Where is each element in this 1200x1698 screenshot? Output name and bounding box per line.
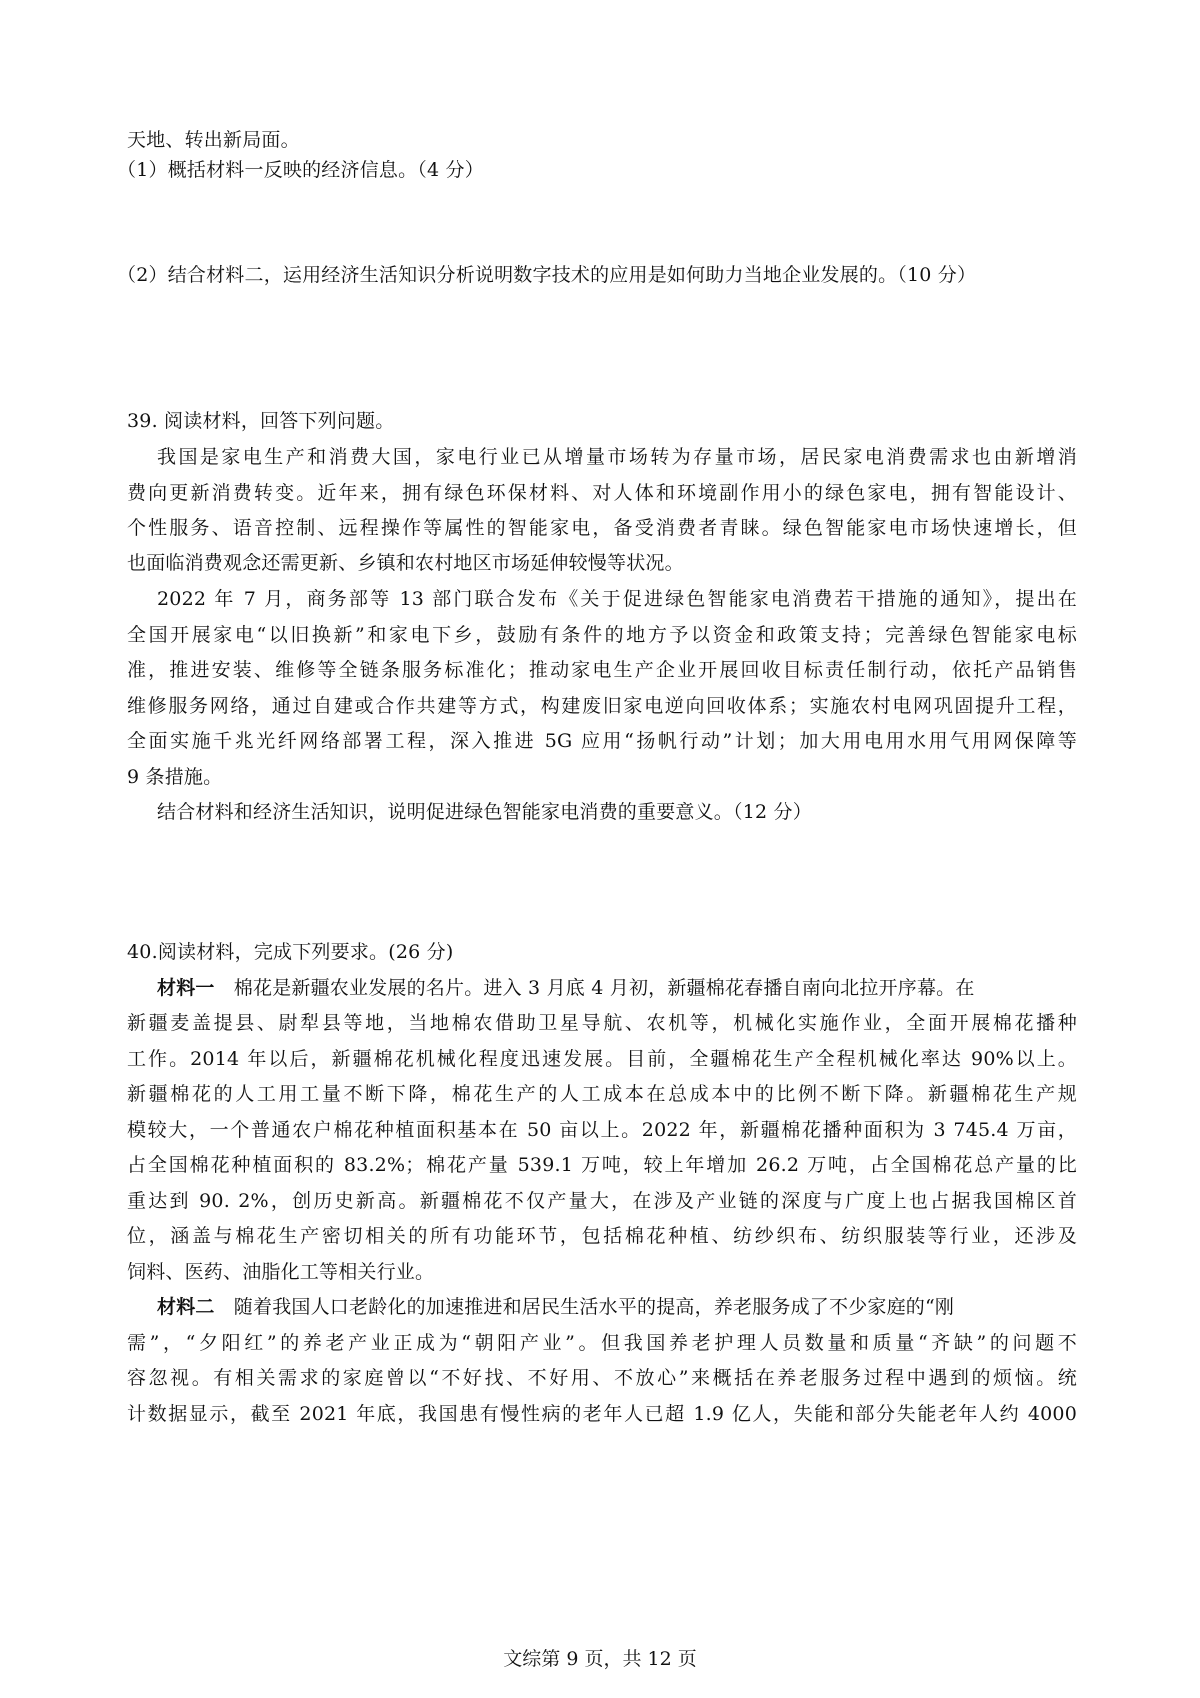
question-38-part-2: （2）结合材料二，运用经济生活知识分析说明数字技术的应用是如何助力当地企业发展的。（10 分）: [117, 264, 977, 286]
q40-material-1-line: 位，涵盖与棉花生产密切相关的所有功能环节，包括棉花种植、纺纱织布、纺织服装等行业，还涉及: [127, 1225, 1077, 1247]
continued-text-line: 天地、转出新局面。: [127, 129, 300, 151]
q39-paragraph-2-line: 维修服务网络，通过自建或合作共建等方式，构建废旧家电逆向回收体系；实施农村电网巩固提升工程，: [127, 695, 1077, 717]
q39-paragraph-2-line: 全面实施千兆光纤网络部署工程，深入推进 5G 应用“扬帆行动”计划；加大用电用水用气用网保障等: [127, 730, 1077, 752]
q40-material-2-first-line: 材料二 随着我国人口老龄化的加速推进和居民生活水平的提高，养老服务成了不少家庭的“刚: [157, 1296, 955, 1318]
q40-material-1-line: 新疆麦盖提县、尉犁县等地，当地棉农借助卫星导航、农机等，机械化实施作业，全面开展棉花播种: [127, 1012, 1077, 1034]
material-1-label: 材料一: [157, 977, 215, 999]
q39-paragraph-2-line: 9 条措施。: [127, 766, 223, 788]
question-39-prompt: 结合材料和经济生活知识，说明促进绿色智能家电消费的重要意义。（12 分）: [157, 801, 812, 823]
q40-material-1-line: 新疆棉花的人工用工量不断下降，棉花生产的人工成本在总成本中的比例不断下降。新疆棉花生产规: [127, 1083, 1077, 1105]
q39-paragraph-1-line: 也面临消费观念还需更新、乡镇和农村地区市场延伸较慢等状况。: [127, 552, 684, 574]
question-40-heading: 40.阅读材料，完成下列要求。(26 分): [127, 941, 454, 963]
q40-material-1-line: 占全国棉花种植面积的 83.2%；棉花产量 539.1 万吨，较上年增加 26.2 万吨，占全国棉花总产量的比: [127, 1154, 1077, 1176]
q39-paragraph-1-line: 费向更新消费转变。近年来，拥有绿色环保材料、对人体和环境副作用小的绿色家电，拥有智能设计、: [127, 482, 1077, 504]
q40-material-1-first-line: 材料一 棉花是新疆农业发展的名片。进入 3 月底 4 月初，新疆棉花春播自南向北拉开序幕。在: [157, 977, 975, 999]
q39-paragraph-2-line: 全国开展家电“以旧换新”和家电下乡，鼓励有条件的地方予以资金和政策支持；完善绿色智能家电标: [127, 624, 1077, 646]
q39-paragraph-2-line: 2022 年 7 月，商务部等 13 部门联合发布《关于促进绿色智能家电消费若干措施的通知》，提出在: [157, 588, 1077, 610]
page-footer: 文综第 9 页，共 12 页: [503, 1648, 697, 1670]
material-2-label: 材料二: [157, 1296, 215, 1318]
q40-material-2-line: 需”，“夕阳红”的养老产业正成为“朝阳产业”。但我国养老护理人员数量和质量“齐缺”的问题不: [127, 1332, 1077, 1354]
q40-material-2-line: 容忽视。有相关需求的家庭曾以“不好找、不好用、不放心”来概括在养老服务过程中遇到的烦恼。统: [127, 1367, 1077, 1389]
q40-material-1-line: 饲料、医药、油脂化工等相关行业。: [127, 1261, 435, 1283]
q39-paragraph-2-line: 准，推进安装、维修等全链条服务标准化；推动家电生产企业开展回收目标责任制行动，依托产品销售: [127, 659, 1077, 681]
q40-material-2-line: 计数据显示，截至 2021 年底，我国患有慢性病的老年人已超 1.9 亿人，失能和部分失能老年人约 4000: [127, 1403, 1077, 1425]
question-39-heading: 39. 阅读材料，回答下列问题。: [127, 410, 395, 432]
q39-paragraph-1-line: 我国是家电生产和消费大国，家电行业已从增量市场转为存量市场，居民家电消费需求也由新增消: [157, 446, 1077, 468]
q40-material-1-line: 工作。2014 年以后，新疆棉花机械化程度迅速发展。目前，全疆棉花生产全程机械化率达 90%以上。: [127, 1048, 1077, 1070]
question-38-part-1: （1）概括材料一反映的经济信息。（4 分）: [117, 159, 484, 181]
q40-material-1-line: 重达到 90. 2%，创历史新高。新疆棉花不仅产量大，在涉及产业链的深度与广度上也占据我国棉区首: [127, 1190, 1077, 1212]
q39-paragraph-1-line: 个性服务、语音控制、远程操作等属性的智能家电，备受消费者青睐。绿色智能家电市场快速增长，但: [127, 517, 1077, 539]
q40-material-1-line: 模较大，一个普通农户棉花种植面积基本在 50 亩以上。2022 年，新疆棉花播种面积为 3 745.4 万亩，: [127, 1119, 1077, 1141]
